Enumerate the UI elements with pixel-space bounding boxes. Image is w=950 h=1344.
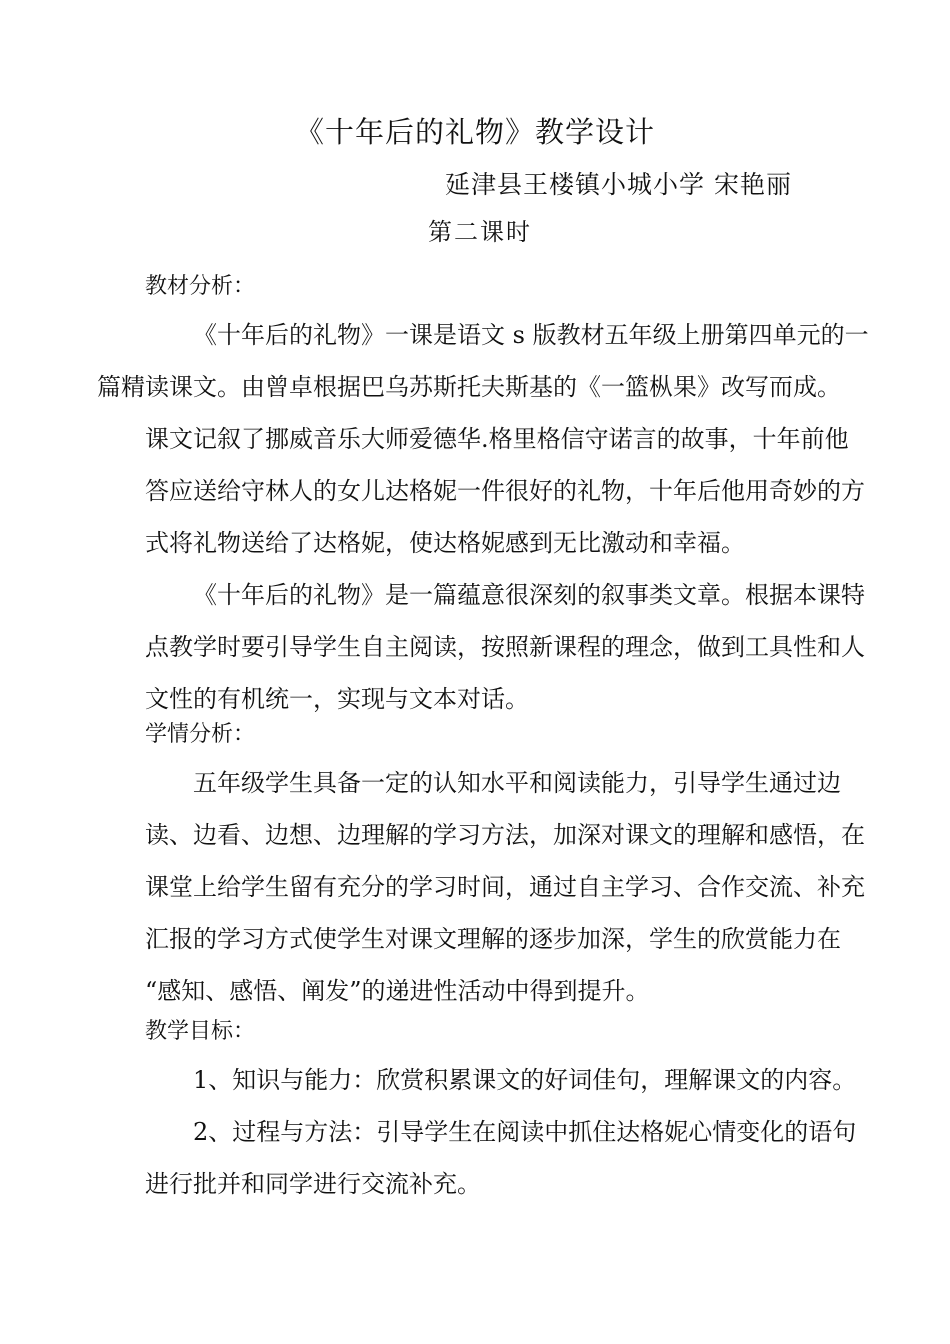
text-line: “感知、感悟、阐发”的递进性活动中得到提升。 (145, 977, 650, 1005)
document-title: 《十年后的礼物》教学设计 (294, 115, 655, 149)
paragraph (145, 1106, 857, 1210)
section-heading-student-analysis: 学情分析： (145, 722, 256, 747)
section-body-textbook-analysis (97, 309, 869, 725)
text-line: 文性的有机统一，实现与文本对话。 (145, 685, 529, 713)
paragraph (145, 1054, 857, 1106)
section-body-student-analysis (145, 757, 865, 1017)
document-author: 延津县王楼镇小城小学 宋艳丽 (445, 170, 792, 199)
section-heading-teaching-goals: 教学目标： (145, 1019, 256, 1044)
text-line: 读、边看、边想、边理解的学习方法，加深对课文的理解和感悟，在 (145, 821, 865, 849)
text-line: 汇报的学习方式使学生对课文理解的逐步加深，学生的欣赏能力在 (145, 925, 841, 953)
lesson-label: 第二课时 (428, 218, 532, 246)
text-line: 《十年后的礼物》一课是语文 s 版教材五年级上册第四单元的一 (193, 321, 869, 349)
text-line: 进行批并和同学进行交流补充。 (145, 1170, 481, 1198)
text-line: 篇精读课文。由曾卓根据巴乌苏斯托夫斯基的《一篮枞果》改写而成。 (97, 373, 841, 401)
text-line: 课文记叙了挪威音乐大师爱德华.格里格信守诺言的故事，十年前他 (145, 425, 849, 453)
text-line: 《十年后的礼物》是一篇蕴意很深刻的叙事类文章。根据本课特 (193, 581, 865, 609)
paragraph (145, 757, 865, 1017)
text-line: 1、知识与能力：欣赏积累课文的好词佳句，理解课文的内容。 (193, 1066, 857, 1094)
section-body-teaching-goals (145, 1054, 857, 1210)
text-line: 点教学时要引导学生自主阅读，按照新课程的理念，做到工具性和人 (145, 633, 865, 661)
text-line: 2、过程与方法：引导学生在阅读中抓住达格妮心情变化的语句 (193, 1118, 857, 1146)
section-heading-textbook-analysis: 教材分析： (145, 274, 256, 299)
text-line: 答应送给守林人的女儿达格妮一件很好的礼物，十年后他用奇妙的方 (145, 477, 865, 505)
paragraph (97, 309, 869, 569)
text-line: 五年级学生具备一定的认知水平和阅读能力，引导学生通过边 (193, 769, 841, 797)
text-line: 式将礼物送给了达格妮，使达格妮感到无比激动和幸福。 (145, 529, 745, 557)
paragraph (145, 569, 865, 725)
text-line: 课堂上给学生留有充分的学习时间，通过自主学习、合作交流、补充 (145, 873, 865, 901)
